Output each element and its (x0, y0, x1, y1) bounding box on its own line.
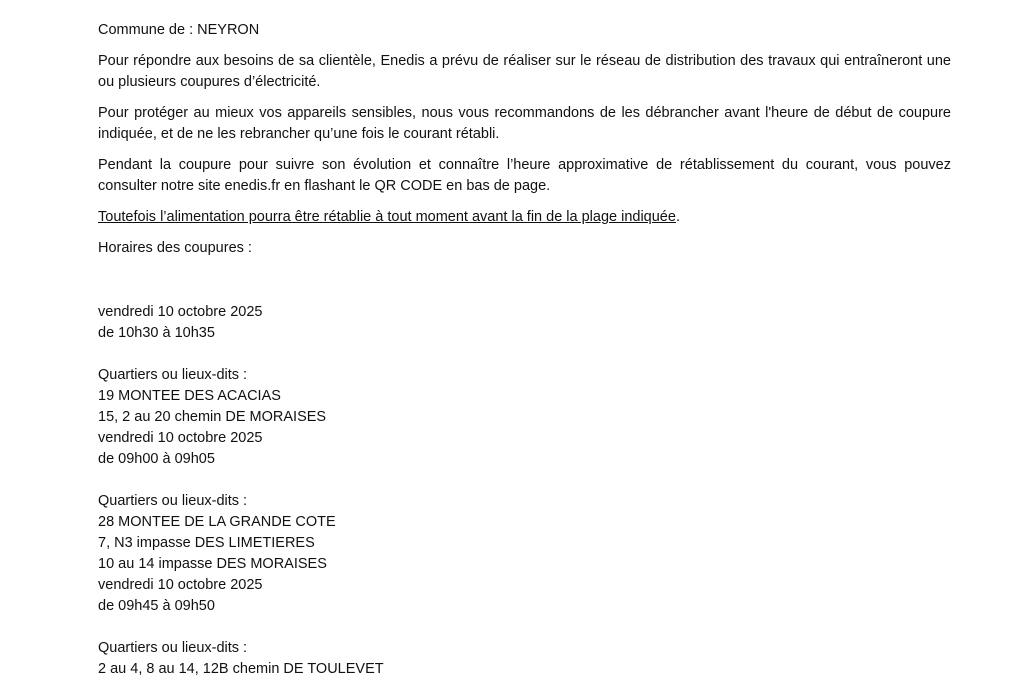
coupure-time: de 10h30 à 10h35 (98, 325, 215, 341)
coupure-date: vendredi 10 octobre 2025 (98, 430, 263, 446)
intro-paragraph-2: Pour protéger au mieux vos appareils sensibles, nous vous recommandons de les débrancher avant l'heure de début de coupure indiquée, et de ne les rebrancher qu’une fois le courant rétabli. (98, 105, 951, 142)
quartiers-heading: Quartiers ou lieux-dits : (98, 367, 248, 383)
quartiers-heading: Quartiers ou lieux-dits : (98, 493, 248, 509)
coupure-date: vendredi 10 octobre 2025 (98, 304, 263, 320)
intro-paragraph-1: Pour répondre aux besoins de sa clientèle, Enedis a prévu de réaliser sur le réseau de distribution des travaux qui entraîneront une ou plusieurs coupures d’électricité. (98, 53, 951, 90)
quartier-item: 10 au 14 impasse DES MORAISES (98, 556, 327, 572)
quartier-item: 28 MONTEE DE LA GRANDE COTE (98, 514, 336, 530)
restoration-notice-end: . (675, 209, 680, 225)
coupure-date: vendredi 10 octobre 2025 (98, 577, 263, 593)
document-page (98, 0, 951, 675)
horaires-heading: Horaires des coupures : (98, 240, 252, 256)
coupure-time: de 09h00 à 09h05 (98, 451, 215, 467)
quartier-item: 7, N3 impasse DES LIMETIERES (98, 535, 315, 551)
quartier-item: 2 au 4, 8 au 14, 12B chemin DE TOULEVET (98, 661, 384, 677)
intro-paragraph-3: Pendant la coupure pour suivre son évolution et connaître l’heure approximative de rétablissement du courant, vous pouvez consulter notre site enedis.fr en flashant le QR CODE en bas de page. (98, 157, 951, 194)
quartiers-heading: Quartiers ou lieux-dits : (98, 640, 248, 656)
intro-paragraph-4 (98, 207, 680, 227)
commune-title: Commune de : NEYRON (98, 22, 260, 38)
quartier-item: 19 MONTEE DES ACACIAS (98, 388, 281, 404)
coupure-time: de 09h45 à 09h50 (98, 598, 215, 614)
restoration-notice: Toutefois l’alimentation pourra être rétablie à tout moment avant la fin de la plage indiquée (98, 209, 676, 225)
quartier-item: 15, 2 au 20 chemin DE MORAISES (98, 409, 327, 425)
